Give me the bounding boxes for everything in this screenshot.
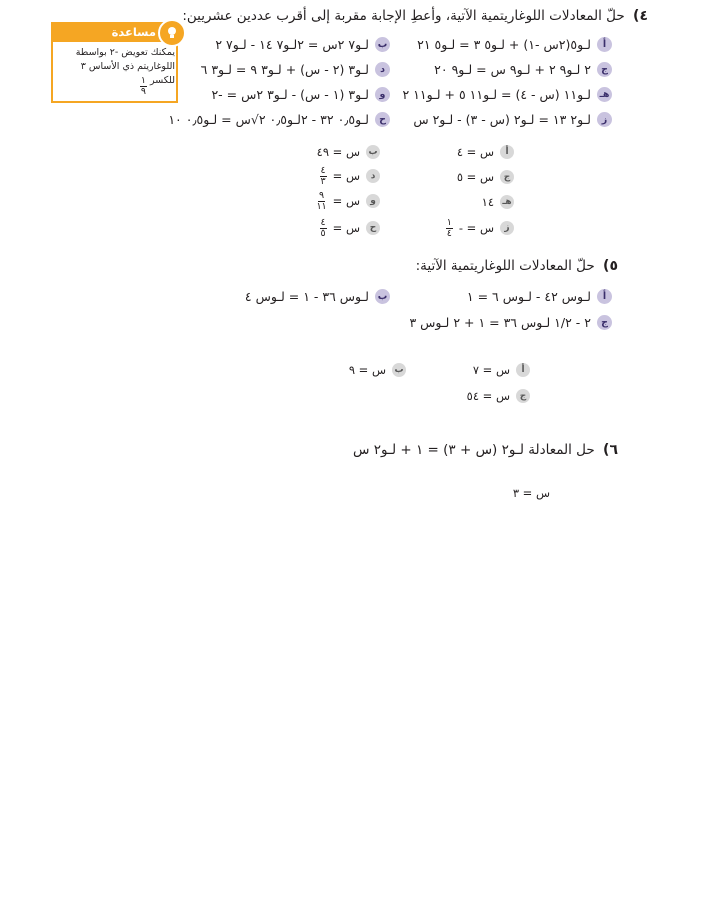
q4-header: [182, 8, 648, 24]
q5-item-b: ب لـوس ٣٦ - ١ = لـوس ٤: [245, 289, 390, 304]
q5-header: [416, 258, 618, 274]
q4-item-f: و لـو٣ (١ - س) - لـو٣ ٢س = -٢: [211, 87, 390, 102]
q4-item-a: أ لـو٥(٢س -١) + لـو٥ ٣ = لـو٥ ٢١: [417, 37, 612, 52]
q4-answer-a: أ س = ٤: [457, 145, 514, 159]
q6-header: [353, 442, 618, 458]
q4-answer-f: و س = $\frac{٩}{١١}$: [316, 191, 380, 211]
q5-answer-b: ب س = ٩: [349, 363, 406, 377]
q4-number: ٤): [633, 8, 648, 24]
q6-answer: س = ٣: [512, 486, 550, 500]
q4-item-h: ح لـو٠٫٥ ٣٢ - ٢لـو٠٫٥ ٢√س = لـو٠٫٥ ١٠: [168, 112, 390, 127]
q4-answer-b: ب س = ٤٩: [317, 145, 380, 159]
help-fraction: $\frac{١}{٩}$: [140, 75, 146, 97]
q4-answer-c: ج س = ٥: [457, 170, 514, 184]
q4-answer-d: د س = $\frac{٤}{٣}$: [320, 166, 380, 186]
q5-instruction: حلّ المعادلات اللوغاريتمية الآتية:: [415, 258, 595, 274]
q4-answer-e: هـ ١٤: [482, 195, 514, 209]
q5-number: ٥): [603, 258, 618, 274]
q4-item-g: ز لـو٢ ١٣ = لـو٢ (س - ٣) - لـو٢ س: [413, 112, 612, 127]
q4-item-c: ج ٢ لـو٩ ٢ + لـو٩ س = لـو٩ ٢٠: [434, 62, 612, 77]
lightbulb-icon: [158, 19, 186, 47]
q4-answer-g: ز س = - $\frac{١}{٤}$: [446, 218, 514, 238]
q5-answer-a: أ س = ٧: [473, 363, 530, 377]
q4-item-d: د لـو٣ (٢ - س) + لـو٣ ٩ = لـو٣ ٦: [201, 62, 390, 77]
help-title: مساعدة: [111, 25, 156, 39]
q4-instruction: حلّ المعادلات اللوغاريتمية الآتية، وأعطِ الإجابة مقربة إلى أقرب عددين عشريين:: [182, 8, 625, 24]
q5-answer-c: ج س = ٥٤: [467, 389, 530, 403]
q6-instruction: حل المعادلة لـو٢ (س + ٣) = ١ + لـو٢ س: [353, 442, 595, 458]
q4-item-b: ب لـو٧ ٢س = ٢لـو٧ ١٤ - لـو٧ ٢: [215, 37, 390, 52]
q5-item-c: ج ٢ - ١/٢ لـوس ٣٦ = ١ + ٢ لـوس ٣: [409, 315, 612, 330]
q4-answer-h: ح س = $\frac{٤}{٥}$: [320, 218, 380, 238]
q5-item-a: أ لـوس ٤٢ - لـوس ٦ = ١: [467, 289, 612, 304]
q6-number: ٦): [603, 442, 618, 458]
q4-item-e: هـ لـو١١ (س - ٤) = لـو١١ ٥ + لـو١١ ٢: [402, 87, 612, 102]
help-text: يمكنك تعويض -٢ بواسطة اللوغاريتم ذي الأساس ٣ للكسر $\frac{١}{٩}$: [75, 47, 175, 97]
